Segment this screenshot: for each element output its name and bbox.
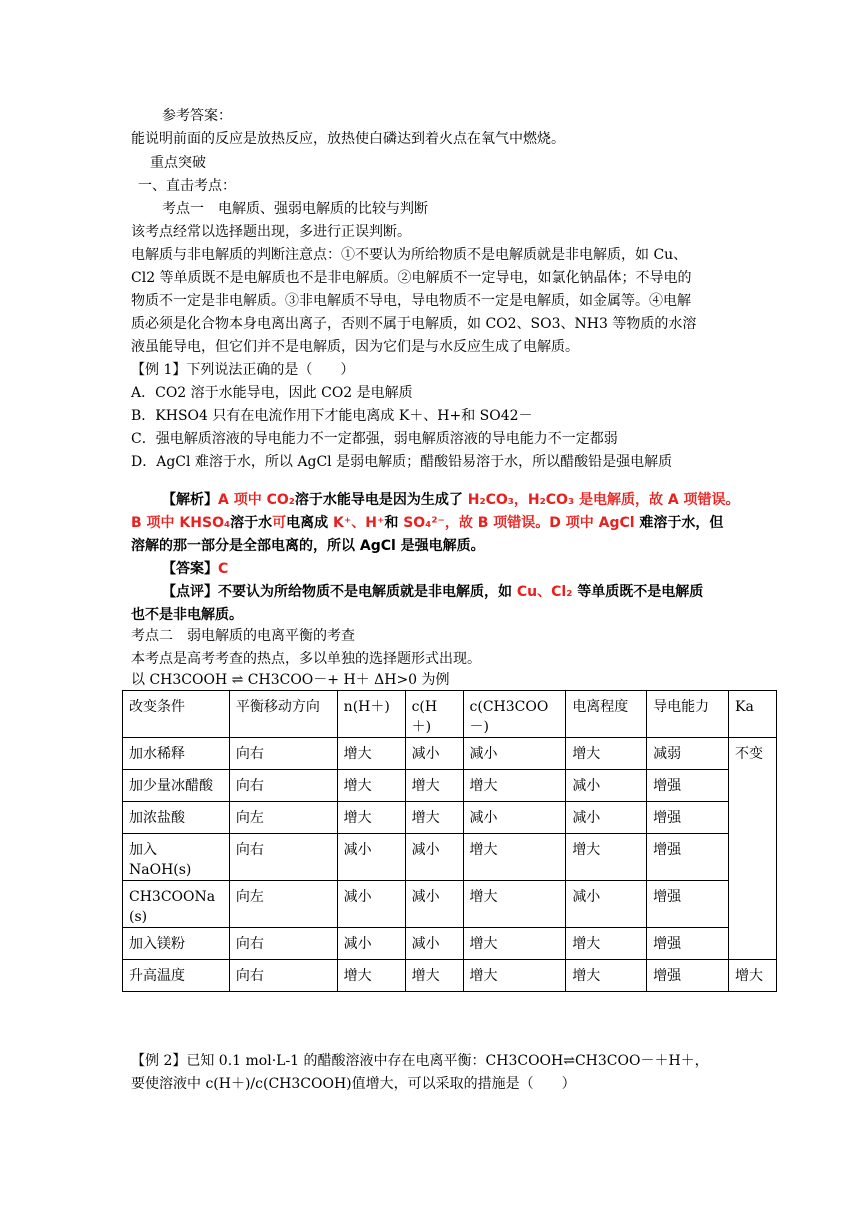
table-cell: 增大 xyxy=(463,834,566,881)
table-cell: 加入 NaOH(s) xyxy=(123,834,230,881)
table-row xyxy=(123,770,777,802)
header-cell: c(CH3COO－) xyxy=(463,691,566,738)
header-cell: n(H＋) xyxy=(337,691,405,738)
table-cell: 减小 xyxy=(337,928,405,960)
example2-line-2: 要使溶液中 c(H＋)/c(CH3COOH)值增大，可以采取的措施是（ ） xyxy=(131,1076,576,1092)
header-cell: 电离程度 xyxy=(566,691,647,738)
analysis-text: 和 xyxy=(384,515,399,531)
table-cell: 减小 xyxy=(405,928,463,960)
paragraph-line: Cl2 等单质既不是电解质也不是非电解质。②电解质不一定导电，如氯化钠晶体；不导电的 xyxy=(131,270,692,286)
table-row xyxy=(123,834,777,881)
answer-label: 参考答案： xyxy=(162,108,232,124)
table-cell: 增大 xyxy=(566,928,647,960)
table-cell: 减小 xyxy=(405,738,463,770)
analysis-text: B 项中 KHSO₄ xyxy=(131,515,231,531)
table-cell: 减弱 xyxy=(647,738,729,770)
review-text: 不要认为所给物质不是电解质就是非电解质，如 xyxy=(218,584,512,600)
table-cell: 不变 xyxy=(729,738,777,960)
table-row xyxy=(123,738,777,770)
table-header-row xyxy=(123,691,777,738)
table-cell: 减小 xyxy=(566,881,647,928)
example1-question: 【例 1】下列说法正确的是（ ） xyxy=(131,362,355,378)
table-row xyxy=(123,802,777,834)
table-cell: 向左 xyxy=(229,802,337,834)
table-cell: 增大 xyxy=(463,770,566,802)
table-cell: 升高温度 xyxy=(123,960,230,992)
table-cell: 加浓盐酸 xyxy=(123,802,230,834)
review-line-2: 也不是非电解质。 xyxy=(131,607,243,623)
table-cell: 减小 xyxy=(566,802,647,834)
table-row xyxy=(123,960,777,992)
answer-value: C xyxy=(218,561,229,577)
analysis-text: 溶于水 xyxy=(230,515,273,531)
analysis-line-3: 溶解的那一部分是全部电离的，所以 AgCl 是强电解质。 xyxy=(131,538,485,554)
analysis-text: 溶于水能导电是因为生成了 xyxy=(294,492,463,508)
table-cell: 向右 xyxy=(229,834,337,881)
table-cell: 加入镁粉 xyxy=(123,928,230,960)
option-a: A．CO2 溶于水能导电，因此 CO2 是电解质 xyxy=(131,385,413,401)
table-cell: 向右 xyxy=(229,738,337,770)
option-b: B．KHSO4 只有在电流作用下才能电离成 K＋、H+和 SO42－ xyxy=(131,408,533,424)
analysis-text: K⁺、H⁺ xyxy=(328,515,385,531)
table-cell: 增大 xyxy=(566,834,647,881)
table-cell: 增强 xyxy=(647,834,729,881)
table-cell: 加少量冰醋酸 xyxy=(123,770,230,802)
header-cell: 平衡移动方向 xyxy=(229,691,337,738)
table-cell: 增强 xyxy=(647,928,729,960)
paragraph-line: 质必须是化合物本身电离出离子，否则不属于电解质，如 CO2、SO3、NH3 等物质的水溶 xyxy=(131,316,697,332)
review-label: 【点评】 xyxy=(162,584,218,600)
analysis-text: SO₄²⁻，故 B 项错误。D 项中 AgCl xyxy=(398,515,635,531)
answer-label: 【答案】 xyxy=(162,561,218,577)
table-cell: 减小 xyxy=(405,881,463,928)
table-cell: 增大 xyxy=(337,770,405,802)
analysis-label: 【解析】 xyxy=(162,492,218,508)
point2-desc: 本考点是高考考查的热点，多以单独的选择题形式出现。 xyxy=(131,651,481,667)
analysis-line-2 xyxy=(131,513,723,533)
table-cell: 增强 xyxy=(647,770,729,802)
table-cell: 增大 xyxy=(405,770,463,802)
header-cell: Ka xyxy=(729,691,777,738)
header-cell: 导电能力 xyxy=(647,691,729,738)
review-line-1 xyxy=(162,582,703,602)
analysis-text: 电离成 xyxy=(286,515,329,531)
table-cell: 减小 xyxy=(463,802,566,834)
table-cell: 增大 xyxy=(405,802,463,834)
table-cell: 增大 xyxy=(463,881,566,928)
table-cell: 减小 xyxy=(405,834,463,881)
table-cell: 向左 xyxy=(229,881,337,928)
analysis-line-1 xyxy=(162,490,740,510)
table-cell: 减小 xyxy=(463,738,566,770)
paragraph-line: 电解质与非电解质的判断注意点：①不要认为所给物质不是电解质就是非电解质，如 Cu、 xyxy=(131,247,688,263)
point2-title: 考点二 弱电解质的电离平衡的考查 xyxy=(131,628,355,644)
table-cell: 减小 xyxy=(337,881,405,928)
analysis-text: 难溶于水，但 xyxy=(634,515,724,531)
table-cell: 增大 xyxy=(337,802,405,834)
table-cell: 增大 xyxy=(337,960,405,992)
table-cell: 增大 xyxy=(463,928,566,960)
table-cell: 增大 xyxy=(405,960,463,992)
ionization-table xyxy=(122,690,777,992)
table-cell: 向右 xyxy=(229,770,337,802)
answer-text: 能说明前面的反应是放热反应，放热使白磷达到着火点在氧气中燃烧。 xyxy=(131,131,565,147)
table-cell: 增强 xyxy=(647,960,729,992)
review-text: Cu、Cl₂ xyxy=(512,584,573,600)
table-cell: 增大 xyxy=(566,960,647,992)
analysis-text: A 项中 CO₂ xyxy=(218,492,295,508)
section-heading: 一、直击考点： xyxy=(138,178,236,194)
example2-line-1: 【例 2】已知 0.1 mol·L-1 的醋酸溶液中存在电离平衡：CH3COOH⇌CH3COO－＋H＋， xyxy=(131,1053,709,1069)
table-cell: 增大 xyxy=(463,960,566,992)
table-cell: 减小 xyxy=(566,770,647,802)
table-cell: 增强 xyxy=(647,881,729,928)
table-cell: 向右 xyxy=(229,928,337,960)
table-row xyxy=(123,928,777,960)
table-row xyxy=(123,881,777,928)
paragraph-line: 物质不一定是非电解质。③非电解质不导电，导电物质不一定是电解质，如金属等。④电解 xyxy=(131,293,691,309)
analysis-text: 可 xyxy=(272,515,287,531)
review-text: 等单质既不是电解质 xyxy=(572,584,704,600)
header-cell: c(H＋) xyxy=(405,691,463,738)
header-cell: 改变条件 xyxy=(123,691,230,738)
table-cell: 增大 xyxy=(566,738,647,770)
point1-title: 考点一 电解质、强弱电解质的比较与判断 xyxy=(162,201,428,217)
paragraph-line: 液虽能导电，但它们并不是电解质，因为它们是与水反应生成了电解质。 xyxy=(131,339,579,355)
table-cell: CH3COONa(s) xyxy=(123,881,230,928)
table-cell: 加水稀释 xyxy=(123,738,230,770)
table-cell: 增大 xyxy=(337,738,405,770)
table-cell: 减小 xyxy=(337,834,405,881)
focus-heading: 重点突破 xyxy=(150,155,206,171)
answer-line xyxy=(162,559,228,579)
equation-line: 以 CH3COOH ⇌ CH3COO－+ H＋ ΔH>0 为例 xyxy=(131,672,450,688)
option-c: C．强电解质溶液的导电能力不一定都强，弱电解质溶液的导电能力不一定都弱 xyxy=(131,431,618,447)
analysis-text: H₂CO₃，H₂CO₃ 是电解质，故 A 项错误。 xyxy=(462,492,740,508)
table-cell: 向右 xyxy=(229,960,337,992)
table-cell: 增大 xyxy=(729,960,777,992)
table-cell: 增强 xyxy=(647,802,729,834)
option-d: D．AgCl 难溶于水，所以 AgCl 是弱电解质；醋酸铅易溶于水，所以醋酸铅是强电解质 xyxy=(131,454,673,470)
point1-desc: 该考点经常以选择题出现，多进行正误判断。 xyxy=(131,224,411,240)
